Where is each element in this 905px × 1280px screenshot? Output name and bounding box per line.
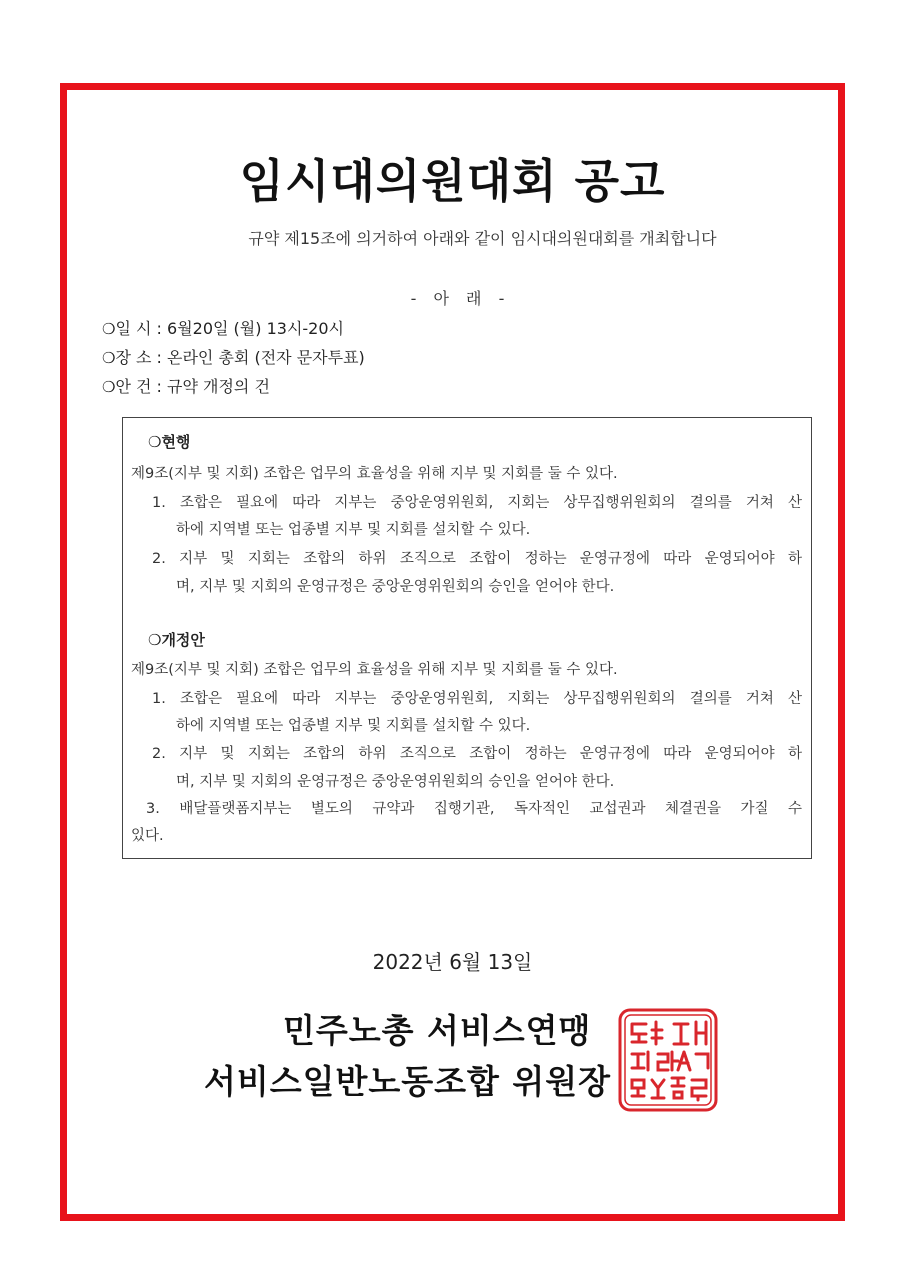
circle-bullet-icon: ❍ — [102, 378, 116, 396]
amendment-box — [122, 417, 812, 859]
amended-item3-line2: 있다. — [131, 828, 164, 844]
amended-item1-line1: 1. 조합은 필요에 따라 지부는 중앙운영위원회, 지회는 상무집행위원회의 결의를 거쳐 산 — [152, 691, 802, 707]
amended-item2-line2: 며, 지부 및 지회의 운영규정은 중앙운영위원회의 승인을 얻어야 한다. — [176, 774, 615, 790]
amended-item3-line1: 3. 배달플랫폼지부는 별도의 규약과 집행기관, 독자적인 교섭권과 체결권을 가질 수 — [146, 801, 802, 817]
amended-item1-line2: 하에 지역별 또는 업종별 지부 및 지회를 설치할 수 있다. — [176, 718, 531, 734]
current-item1-line2: 하에 지역별 또는 업종별 지부 및 지회를 설치할 수 있다. — [176, 522, 531, 538]
info-row-datetime: ❍일 시 : 6월20일 (월) 13시-20시 — [102, 319, 344, 338]
info-row-agenda: ❍안 건 : 규약 개정의 건 — [102, 377, 270, 396]
amended-item2-line1: 2. 지부 및 지회는 조합의 하위 조직으로 조합이 정하는 운영규정에 따라 운영되어야 하 — [152, 746, 802, 762]
current-item2-line1: 2. 지부 및 지회는 조합의 하위 조직으로 조합이 정하는 운영규정에 따라 운영되어야 하 — [152, 551, 802, 567]
current-heading: ❍현행 — [148, 433, 191, 451]
signatory-title: 서비스일반노동조합 위원장 — [204, 1062, 612, 1101]
current-item2-line2: 며, 지부 및 지회의 운영규정은 중앙운영위원회의 승인을 얻어야 한다. — [176, 579, 615, 595]
circle-bullet-icon: ❍ — [102, 349, 116, 367]
info-label: 장 소 — [115, 348, 152, 367]
info-label: 안 건 — [115, 377, 152, 396]
circle-bullet-icon: ❍ — [102, 320, 116, 338]
organization-name: 민주노총 서비스연맹 — [283, 1011, 592, 1050]
notice-marker: - 아 래 - — [410, 289, 505, 308]
info-value: 온라인 총회 (전자 문자투표) — [167, 348, 365, 367]
info-value: 규약 개정의 건 — [167, 377, 270, 396]
notice-intro: 규약 제15조에 의거하여 아래와 같이 임시대의원대회를 개최합니다 — [248, 229, 717, 248]
current-article: 제9조(지부 및 지회) 조합은 업무의 효율성을 위해 지부 및 지회를 둘 수 있다. — [131, 466, 618, 482]
official-seal-icon — [618, 1008, 718, 1112]
amended-heading: ❍개정안 — [148, 631, 205, 649]
notice-date: 2022년 6월 13일 — [372, 950, 533, 974]
info-value: 6월20일 (월) 13시-20시 — [167, 319, 344, 338]
current-item1-line1: 1. 조합은 필요에 따라 지부는 중앙운영위원회, 지회는 상무집행위원회의 결의를 거쳐 산 — [152, 495, 802, 511]
info-label: 일 시 — [115, 319, 152, 338]
info-row-place: ❍장 소 : 온라인 총회 (전자 문자투표) — [102, 348, 365, 367]
amended-article: 제9조(지부 및 지회) 조합은 업무의 효율성을 위해 지부 및 지회를 둘 수 있다. — [131, 662, 618, 678]
notice-title: 임시대의원대회 공고 — [239, 154, 666, 208]
